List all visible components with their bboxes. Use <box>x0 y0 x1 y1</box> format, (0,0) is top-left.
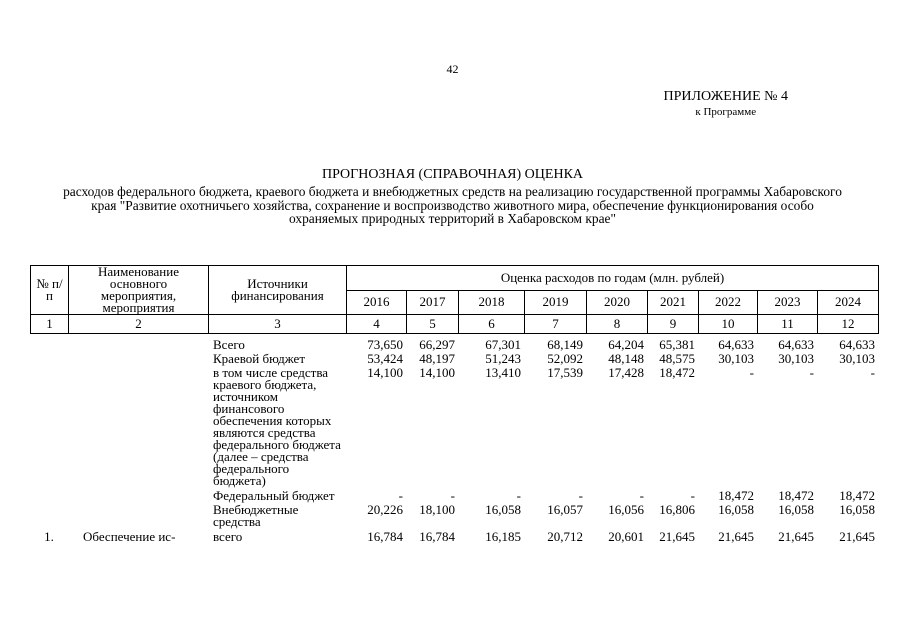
row-value: 66,297 <box>419 337 455 352</box>
row-value: 16,058 <box>718 502 754 517</box>
row-value: - <box>398 488 403 503</box>
table-row <box>30 502 878 528</box>
row-value: - <box>450 488 455 503</box>
row-value: 20,226 <box>367 502 403 517</box>
header-year: 2021 <box>648 290 699 315</box>
row-value: 20,601 <box>608 529 644 544</box>
row-value: 18,100 <box>419 502 455 517</box>
row-value: 16,058 <box>778 502 814 517</box>
row-value: 30,103 <box>718 351 754 366</box>
header-year: 2022 <box>699 290 758 315</box>
row-value: 51,243 <box>485 351 521 366</box>
column-number: 8 <box>587 315 648 334</box>
column-number: 9 <box>648 315 699 334</box>
row-source: Внебюджетные средства <box>213 502 299 529</box>
row-value: 16,806 <box>659 502 695 517</box>
row-value: 16,185 <box>485 529 521 544</box>
column-number: 6 <box>459 315 525 334</box>
row-value: 18,472 <box>718 488 754 503</box>
row-number <box>30 336 68 351</box>
column-number: 4 <box>347 315 407 334</box>
column-number: 5 <box>407 315 459 334</box>
row-value: 16,058 <box>839 502 875 517</box>
row-name <box>68 487 208 502</box>
column-number: 11 <box>758 315 818 334</box>
row-value: 20,712 <box>547 529 583 544</box>
row-value: 64,633 <box>839 337 875 352</box>
header-year: 2019 <box>525 290 587 315</box>
header-name: Наименование основного мероприятия, мероприятия <box>69 266 209 315</box>
row-value: 21,645 <box>718 529 754 544</box>
row-source: Краевой бюджет <box>213 351 306 366</box>
appendix-block <box>664 89 789 118</box>
row-value: - <box>639 488 644 503</box>
row-value: 18,472 <box>659 365 695 380</box>
header-year: 2024 <box>818 290 879 315</box>
row-value: 18,472 <box>778 488 814 503</box>
row-value: 21,645 <box>839 529 875 544</box>
appendix-title: ПРИЛОЖЕНИЕ № 4 <box>663 89 788 104</box>
table-row <box>30 336 878 351</box>
column-number: 12 <box>818 315 879 334</box>
row-value: - <box>578 488 583 503</box>
row-value: 17,428 <box>608 365 644 380</box>
row-value: 14,100 <box>419 365 455 380</box>
header-year: 2023 <box>758 290 818 315</box>
header-year: 2016 <box>347 290 407 315</box>
row-value: 64,633 <box>718 337 754 352</box>
row-value: 67,301 <box>485 337 521 352</box>
row-value: 48,148 <box>608 351 644 366</box>
document-subtitle: расходов федерального бюджета, краевого бюджета и внебюджетных средств на реализацию государственной программы Хабаровского края "Развитие охотничьего хозяйства, сохранение и воспроизводство животного мира, обеспечение функционирования особо охраняемых природных территорий в Хабаровском крае" <box>63 184 842 226</box>
table-row <box>30 487 878 502</box>
row-value: 64,204 <box>608 337 644 352</box>
row-value: 16,784 <box>419 529 455 544</box>
table-row <box>30 528 878 543</box>
row-source: в том числе средства краевого бюджета, источником финансового обеспечения которых являются средства федерального бюджета (далее – средства федерального бюджета) <box>213 365 341 488</box>
column-number: 10 <box>699 315 758 334</box>
row-value: 21,645 <box>778 529 814 544</box>
row-name <box>68 502 208 528</box>
row-value: 52,092 <box>547 351 583 366</box>
header-year: 2017 <box>407 290 459 315</box>
row-value: 64,633 <box>778 337 814 352</box>
row-value: 14,100 <box>367 365 403 380</box>
row-number <box>30 365 68 487</box>
row-value: 16,058 <box>485 502 521 517</box>
row-value: 16,056 <box>608 502 644 517</box>
row-value: 48,575 <box>659 351 695 366</box>
row-value: 73,650 <box>367 337 403 352</box>
column-number: 3 <box>209 315 347 334</box>
column-number: 1 <box>31 315 69 334</box>
row-value: 17,539 <box>547 365 583 380</box>
header-source: Источники финансирования <box>209 266 347 315</box>
row-value: 13,410 <box>485 365 521 380</box>
row-source: Всего <box>213 337 245 352</box>
table-header <box>30 265 879 334</box>
header-years-group: Оценка расходов по годам (млн. рублей) <box>347 266 879 291</box>
row-name: Обеспечение ис- <box>83 529 176 544</box>
row-number <box>30 487 68 502</box>
row-value: 16,057 <box>547 502 583 517</box>
row-value: - <box>690 488 695 503</box>
row-source: Федеральный бюджет <box>213 488 335 503</box>
row-number: 1. <box>44 529 54 544</box>
row-name <box>68 336 208 351</box>
column-number: 7 <box>525 315 587 334</box>
row-value: 53,424 <box>367 351 403 366</box>
table-body <box>30 336 878 543</box>
row-number <box>30 502 68 528</box>
row-value: 16,784 <box>367 529 403 544</box>
document-title: ПРОГНОЗНАЯ (СПРАВОЧНАЯ) ОЦЕНКА <box>321 167 584 182</box>
row-value: - <box>870 365 875 380</box>
row-value: 30,103 <box>839 351 875 366</box>
row-value: 65,381 <box>659 337 695 352</box>
row-value: 48,197 <box>419 351 455 366</box>
header-num: № п/п <box>31 266 69 315</box>
row-value: 21,645 <box>659 529 695 544</box>
page-number: 42 <box>446 62 459 76</box>
row-name <box>68 351 208 365</box>
table-row <box>30 365 878 487</box>
row-number <box>30 351 68 365</box>
header-year: 2020 <box>587 290 648 315</box>
column-number: 2 <box>69 315 209 334</box>
row-value: - <box>749 365 754 380</box>
row-value: - <box>516 488 521 503</box>
row-value: 68,149 <box>547 337 583 352</box>
row-value: 18,472 <box>839 488 875 503</box>
row-value: 30,103 <box>778 351 814 366</box>
row-value: - <box>809 365 814 380</box>
table-row <box>30 351 878 365</box>
appendix-subtitle: к Программе <box>695 106 757 118</box>
row-name <box>68 365 208 487</box>
row-source: всего <box>213 529 243 544</box>
header-year: 2018 <box>459 290 525 315</box>
